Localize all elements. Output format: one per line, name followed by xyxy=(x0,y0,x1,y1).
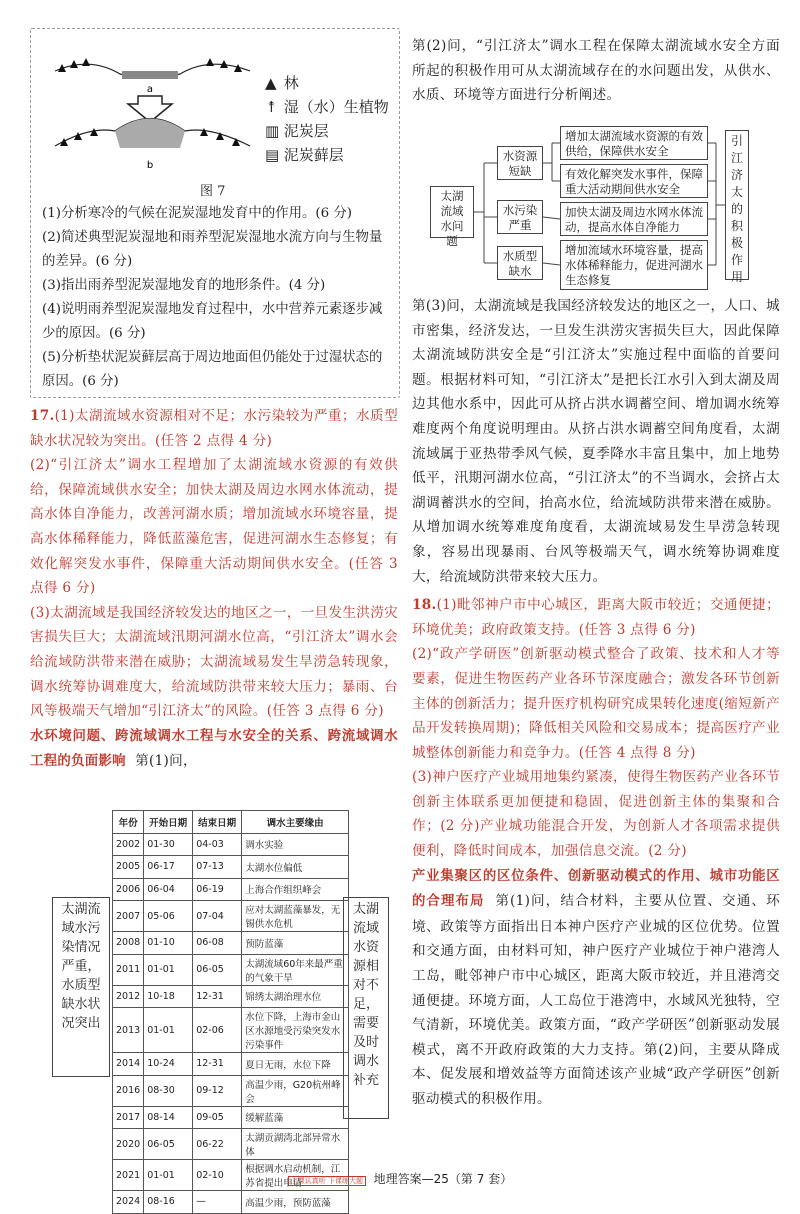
table-cell: 08-30 xyxy=(144,1075,193,1106)
table-cell: 06-22 xyxy=(193,1129,242,1160)
peat-icon: ▥ xyxy=(265,122,280,140)
table-cell: 2005 xyxy=(113,856,144,879)
figure-label-b: b xyxy=(146,160,154,171)
plant-icon: ↟ xyxy=(265,98,278,116)
table-cell: 01-30 xyxy=(144,833,193,856)
table-cell: 04-03 xyxy=(193,833,242,856)
flow-effect-1: 增加太湖流域水资源的有效供给，保障供水安全 xyxy=(560,126,708,160)
table-cell: 05-06 xyxy=(144,901,193,932)
table-header: 年份 xyxy=(113,811,144,834)
table-cell: 夏日无雨，水位下降 xyxy=(242,1053,349,1076)
table-cell: 2007 xyxy=(113,901,144,932)
table-cell: 2020 xyxy=(113,1129,144,1160)
left-note: 太湖流域水污染情况严重，水质型缺水状况突出 xyxy=(52,897,110,1077)
table-row xyxy=(113,1129,349,1160)
table-cell: 01-10 xyxy=(144,932,193,955)
table-row xyxy=(113,1106,349,1129)
table-cell: 08-14 xyxy=(144,1106,193,1129)
table-cell: 调水实验 xyxy=(242,833,349,856)
answer17-p3: (3)太湖流域是我国经济较发达的地区之一，一旦发生洪涝灾害损失巨大；太湖流域汛期河湖水位高，“引江济太”调水会给流域防洪带来潜在威胁；太湖流域易发生旱涝急转现象，调水统筹协调难度大，给流域防洪带来较大压力；暴雨、台风等极端天气增加“引江济太”的风险。(任答 3 点得 6 分) xyxy=(30,604,398,720)
table-header: 开始日期 xyxy=(144,811,193,834)
schedule-table xyxy=(112,810,349,1214)
table-cell: 太湖水位偏低 xyxy=(242,856,349,879)
question-4: (4)说明雨养型泥炭湿地发育过程中，水中营养元素逐步减少的原因。(6 分) xyxy=(42,302,383,341)
table-cell: 高温少雨，G20杭州峰会 xyxy=(242,1075,349,1106)
table-cell: 06-04 xyxy=(144,878,193,901)
table-cell: — xyxy=(193,1191,242,1214)
table-cell: 07-13 xyxy=(193,856,242,879)
figure-label-a: a xyxy=(146,84,154,95)
table-row xyxy=(113,878,349,901)
table-cell: 缓解蓝藻 xyxy=(242,1106,349,1129)
answer-17 xyxy=(30,404,398,775)
legend-plant: ↟ 湿（水）生植物 xyxy=(265,98,389,116)
table-cell: 2013 xyxy=(113,1008,144,1053)
flow-problem-1: 水资源短缺 xyxy=(497,146,543,180)
table-row xyxy=(113,985,349,1008)
table-cell: 2014 xyxy=(113,1053,144,1076)
table-cell: 12-31 xyxy=(193,1053,242,1076)
table-cell: 根据调水启动机制，江苏省提出申请 xyxy=(242,1160,349,1191)
table-cell: 08-16 xyxy=(144,1191,193,1214)
answer18-p3: (3)神户医疗产业城用地集约紧凑，使得生物医药产业各环节创新主体联系更加便捷和稳固，促进创新主体的集聚和合作；(2 分)产业城功能混合开发，为创新人才各项需求提供便利，降低时间成本，加强信息交流。(2 分) xyxy=(412,769,780,860)
footer-logo: 上课认真听 下课练大题 xyxy=(288,1176,366,1186)
page-number: 地理答案—25（第 7 套） xyxy=(373,1172,513,1186)
table-cell: 预防蓝藻 xyxy=(242,932,349,955)
table-cell: 2017 xyxy=(113,1106,144,1129)
table-row xyxy=(113,1053,349,1076)
table-cell: 高温少雨，预防蓝藻 xyxy=(242,1191,349,1214)
flow-effect-2: 有效化解突发水事件，保障重大活动期间供水安全 xyxy=(560,164,708,198)
figure-caption: 图 7 xyxy=(200,184,226,199)
table-cell: 2021 xyxy=(113,1160,144,1191)
answer17-p2: (2)“引江济太”调水工程增加了太湖流域水资源的有效供给，保障流域供水安全；加快太湖及周边水网水体流动，提高水体自净能力，改善河湖水质；增加流域水环境容量，提高水体稀释能力，降低蓝藻危害，促进河湖水生态修复；有效化解突发水事件，保障重大活动期间供水安全。(任答 3 点得 6 分) xyxy=(30,457,398,597)
table-cell: 10-18 xyxy=(144,985,193,1008)
table-cell: 2012 xyxy=(113,985,144,1008)
answer18-p1: 18.(1)毗邻神户市中心城区，距离大阪市较近；交通便捷；环境优美；政府政策支持。(任答 3 点得 6 分) xyxy=(412,597,780,638)
table-cell: 06-19 xyxy=(193,878,242,901)
table-row xyxy=(113,833,349,856)
table-row xyxy=(113,932,349,955)
table-header: 结束日期 xyxy=(193,811,242,834)
answer17-p1: 17.(1)太湖流域水资源相对不足；水污染较为严重；水质型缺水状况较为突出。(任答 2 点得 4 分) xyxy=(30,408,398,449)
table-cell: 水位下降，上海市金山区水源地受污染突发水污染事件 xyxy=(242,1008,349,1053)
answer18-p2: (2)“政产学研医”创新驱动模式整合了政策、技术和人才等要素，促进生物医药产业各环节深度融合；激发各环节创新主体的创新活力；提升医疗机构研究成果转化速度(缩短新产品开发转换周期)；降低相关风险和交易成本；提高医疗产业城整体创新能力和竞争力。(任答 4 点得 8 分) xyxy=(412,646,780,761)
table-cell: 01-01 xyxy=(144,954,193,985)
table-cell: 应对太湖蓝藻暴发，无锡供水危机 xyxy=(242,901,349,932)
table-cell: 2024 xyxy=(113,1191,144,1214)
question-2: (2)简述典型泥炭湿地和雨养型泥炭湿地水流方向与生物量的差异。(6 分) xyxy=(42,230,383,269)
table-cell: 02-06 xyxy=(193,1008,242,1053)
flow-result: 引江济太的积极作用 xyxy=(725,130,749,280)
legend-moss-peat: ▤ 泥炭藓层 xyxy=(265,146,344,164)
table-cell: 12-31 xyxy=(193,985,242,1008)
right-note: 太湖流域水资源相对不足，需要及时调水补充 xyxy=(343,897,389,1119)
table-cell: 2002 xyxy=(113,833,144,856)
table-cell: 06-17 xyxy=(144,856,193,879)
table-cell: 2016 xyxy=(113,1075,144,1106)
flow-effect-4: 增加流域水环境容量，提高水体稀释能力，促进河湖水生态修复 xyxy=(560,240,708,290)
question-5: (5)分析垫状泥炭藓层高于周边地面但仍能处于过湿状态的原因。(6 分) xyxy=(42,350,383,389)
flow-connectors xyxy=(0,0,800,320)
table-cell: 上海合作组织峰会 xyxy=(242,878,349,901)
table-cell: 01-01 xyxy=(144,1160,193,1191)
flow-problem-2: 水污染严重 xyxy=(497,200,543,234)
table-cell: 10-24 xyxy=(144,1053,193,1076)
legend-tree: ▲ 林 xyxy=(265,74,299,92)
table-cell: 06-08 xyxy=(193,932,242,955)
flow-problem-3: 水质型缺水 xyxy=(497,246,543,280)
schedule-table-wrap xyxy=(112,810,349,1214)
table-header: 调水主要缘由 xyxy=(242,811,349,834)
flow-root: 太湖流域水问题 xyxy=(430,186,474,238)
answer18-analysis: 产业集聚区的区位条件、创新驱动模式的作用、城市功能区的合理布局 第(1)问，结合材料，主要从位置、交通、环境、政策等方面指出日本神户医疗产业城的区位优势。位置和交通方面，由材料可知，神户医疗产业城位于神户港湾人工岛，毗邻神户市中心城区，距离大阪市较近，并且港湾交通便捷。环境方面，人工岛位于港湾中，水域风光独特，空气清新，环境优美。政策方面，“政产学研医”创新驱动发展模式，离不开政府政策的大力支持。第(2)问，主要从降成本、促发展和增效益等方面简述该产业城“政产学研医”创新驱动模式的积极作用。 xyxy=(412,868,781,1107)
page-footer xyxy=(0,1170,800,1187)
table-cell: 06-05 xyxy=(193,954,242,985)
right-intro-text: 第(2)问，“引江济太”调水工程在保障太湖流域水安全方面所起的积极作用可从太湖流域存在的水问题出发，从供水、水质、环境等方面进行分析阐述。 xyxy=(412,38,780,104)
table-cell: 太湖贡湖湾北部异常水体 xyxy=(242,1129,349,1160)
table-cell: 02-10 xyxy=(193,1160,242,1191)
table-row xyxy=(113,901,349,932)
right-body xyxy=(412,294,780,1112)
flow-effect-3: 加快太湖及周边水网水体流动，提高水体自净能力 xyxy=(560,202,708,236)
table-cell: 09-05 xyxy=(193,1106,242,1129)
moss-peat-icon: ▤ xyxy=(265,146,280,164)
table-cell: 2006 xyxy=(113,878,144,901)
table-row xyxy=(113,1075,349,1106)
tree-icon: ▲ xyxy=(265,74,277,92)
question-1: (1)分析寒冷的气候在泥炭湿地发育中的作用。(6 分) xyxy=(42,206,353,221)
table-row xyxy=(113,1008,349,1053)
table-cell: 01-01 xyxy=(144,1008,193,1053)
question-3: (3)指出雨养型泥炭湿地发育的地形条件。(4 分) xyxy=(42,278,326,293)
table-cell: 锦绣太湖治理水位 xyxy=(242,985,349,1008)
table-row xyxy=(113,856,349,879)
table-cell: 06-05 xyxy=(144,1129,193,1160)
table-cell: 太湖流域60年来最严重的气象干旱 xyxy=(242,954,349,985)
table-cell: 09-12 xyxy=(193,1075,242,1106)
legend-peat: ▥ 泥炭层 xyxy=(265,122,329,140)
table-row xyxy=(113,1191,349,1214)
table-cell: 2008 xyxy=(113,932,144,955)
table-cell: 07-04 xyxy=(193,901,242,932)
right-p3: 第(3)问，太湖流域是我国经济较发达的地区之一，人口、城市密集，经济发达，一旦发生洪涝灾害损失巨大，因此保障太湖流域防洪安全是“引江济太”实施过程中面临的首要问题。根据材料可知，“引江济太”是把长江水引入到太湖及周边其他水系中，因此可从挤占洪水调蓄空间、增加调水统筹难度两个角度说明理由。从挤占洪水调蓄空间角度看，太湖流域属于亚热带季风气候，夏季降水丰富且集中，加上地势低平，汛期河湖水位高，“引江济太”的不当调水，会挤占太湖调蓄洪水的空间，抬高水位，给流域防洪带来潜在威胁。从增加调水统筹难度角度看，太湖流域易发生旱涝急转现象，容易出现暴雨、台风等极端天气，调水统筹协调难度大，给流域防洪带来较大压力。 xyxy=(412,298,780,585)
table-cell: 2011 xyxy=(113,954,144,985)
answer17-topic: 水环境问题、跨流域调水工程与水安全的关系、跨流域调水工程的负面影响 第(1)问， xyxy=(30,728,398,770)
table-row xyxy=(113,954,349,985)
